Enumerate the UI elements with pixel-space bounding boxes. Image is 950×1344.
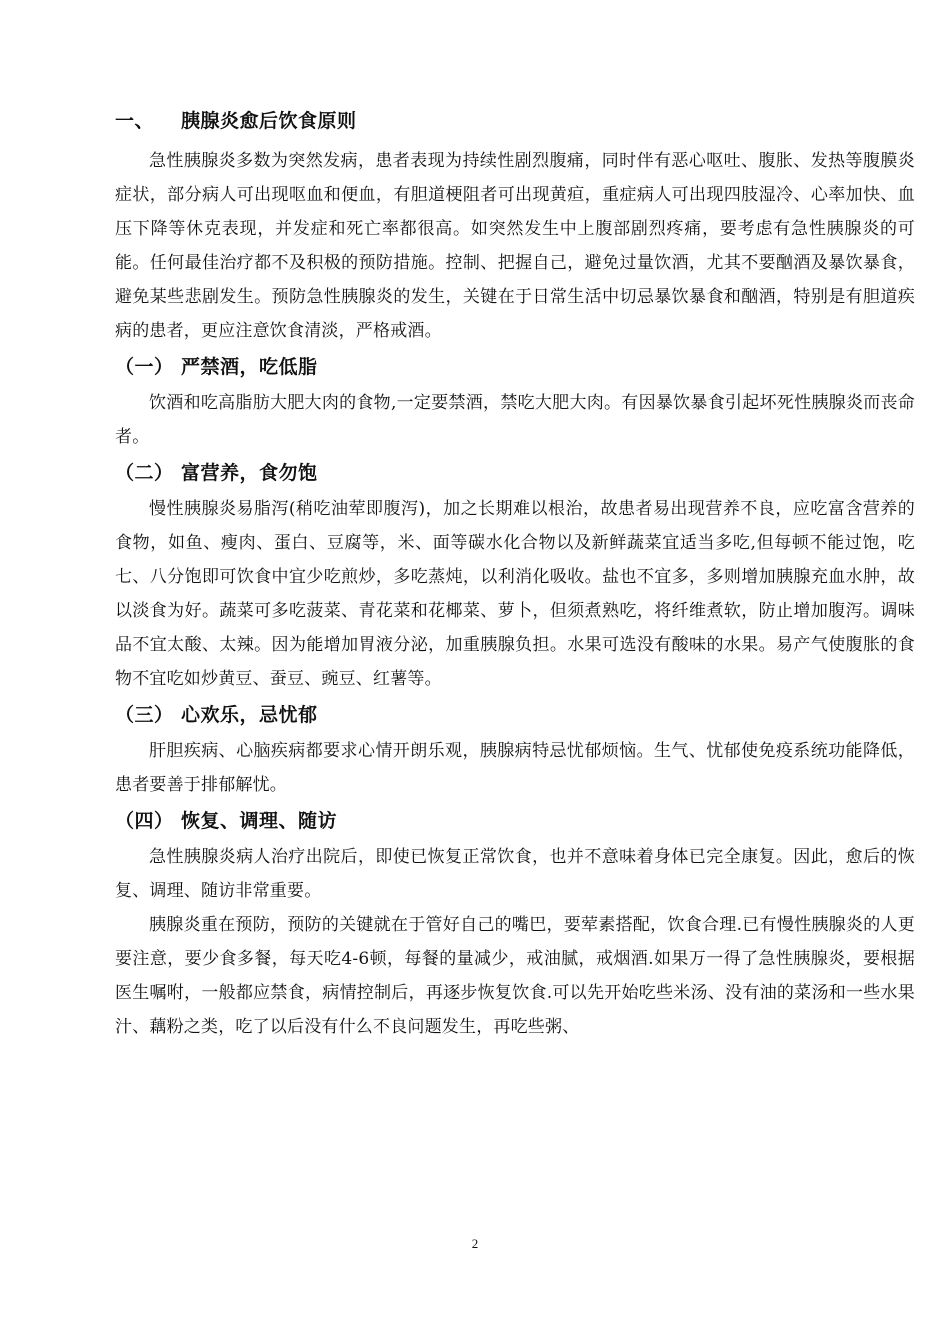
subsection-title: 严禁酒，吃低脂 xyxy=(181,356,318,378)
paragraph: 肝胆疾病、心脑疾病都要求心情开朗乐观，胰腺病特忌忧郁烦恼。生气、忧郁使免疫系统功能降低，患者要善于排郁解忧。 xyxy=(115,741,915,795)
subsection-number: （一） xyxy=(115,356,174,378)
subsection-title: 恢复、调理、随访 xyxy=(181,810,338,832)
section-heading-main xyxy=(115,104,915,138)
page-content xyxy=(115,104,915,1044)
section-number: 一、 xyxy=(115,110,155,132)
subsection-heading-1 xyxy=(115,350,915,384)
paragraph: 急性胰腺炎病人治疗出院后，即使已恢复正常饮食，也并不意味着身体已完全康复。因此，愈后的恢复、调理、随访非常重要。 xyxy=(115,847,915,901)
paragraph: 慢性胰腺炎易脂泻(稍吃油荤即腹泻)，加之长期难以根治，故患者易出现营养不良，应吃富含营养的食物，如鱼、瘦肉、蛋白、豆腐等，米、面等碳水化合物以及新鲜蔬菜宜适当多吃,但每顿不能过饱，吃七、八分饱即可饮食中宜少吃煎炒，多吃蒸炖，以利消化吸收。盐也不宜多，多则增加胰腺充血水肿，故以淡食为好。蔬菜可多吃菠菜、青花菜和花椰菜、萝卜，但须煮熟吃，将纤维煮软，防止增加腹泻。调味品不宜太酸、太辣。因为能增加胃液分泌，加重胰腺负担。水果可选没有酸味的水果。易产气使腹胀的食物不宜吃如炒黄豆、蚕豆、豌豆、红薯等。 xyxy=(115,499,915,689)
page-number: 2 xyxy=(471,1236,479,1251)
subsection-heading-2 xyxy=(115,456,915,490)
paragraph: 饮酒和吃高脂肪大肥大肉的食物,一定要禁酒，禁吃大肥大肉。有因暴饮暴食引起坏死性胰腺炎而丧命者。 xyxy=(115,393,915,447)
subsection-number: （二） xyxy=(115,462,174,484)
subsection-number: （四） xyxy=(115,810,174,832)
subsection-number: （三） xyxy=(115,704,174,726)
intro-paragraph: 急性胰腺炎多数为突然发病，患者表现为持续性剧烈腹痛，同时伴有恶心呕吐、腹胀、发热等腹膜炎症状，部分病人可出现呕血和便血，有胆道梗阻者可出现黄疸，重症病人可出现四肢湿冷、心率加快、血压下降等休克表现，并发症和死亡率都很高。如突然发生中上腹部剧烈疼痛，要考虑有急性胰腺炎的可能。任何最佳治疗都不及积极的预防措施。控制、把握自己，避免过量饮酒，尤其不要酗酒及暴饮暴食，避免某些悲剧发生。预防急性胰腺炎的发生，关键在于日常生活中切忌暴饮暴食和酗酒，特别是有胆道疾病的患者，更应注意饮食清淡，严格戒酒。 xyxy=(115,151,915,341)
subsection-heading-4 xyxy=(115,804,915,838)
subsection-title: 富营养，食勿饱 xyxy=(181,462,318,484)
section-title: 胰腺炎愈后饮食原则 xyxy=(181,110,357,132)
subsection-heading-3 xyxy=(115,698,915,732)
paragraph: 胰腺炎重在预防，预防的关键就在于管好自己的嘴巴，要荤素搭配，饮食合理.已有慢性胰腺炎的人更要注意，要少食多餐，每天吃4-6顿，每餐的量减少，戒油腻，戒烟酒.如果万一得了急性胰腺炎，要根据医生嘱咐，一般都应禁食，病情控制后，再逐步恢复饮食.可以先开始吃些米汤、没有油的菜汤和一些水果汁、藕粉之类，吃了以后没有什么不良问题发生，再吃些粥、 xyxy=(115,915,915,1037)
subsection-title: 心欢乐，忌忧郁 xyxy=(181,704,318,726)
